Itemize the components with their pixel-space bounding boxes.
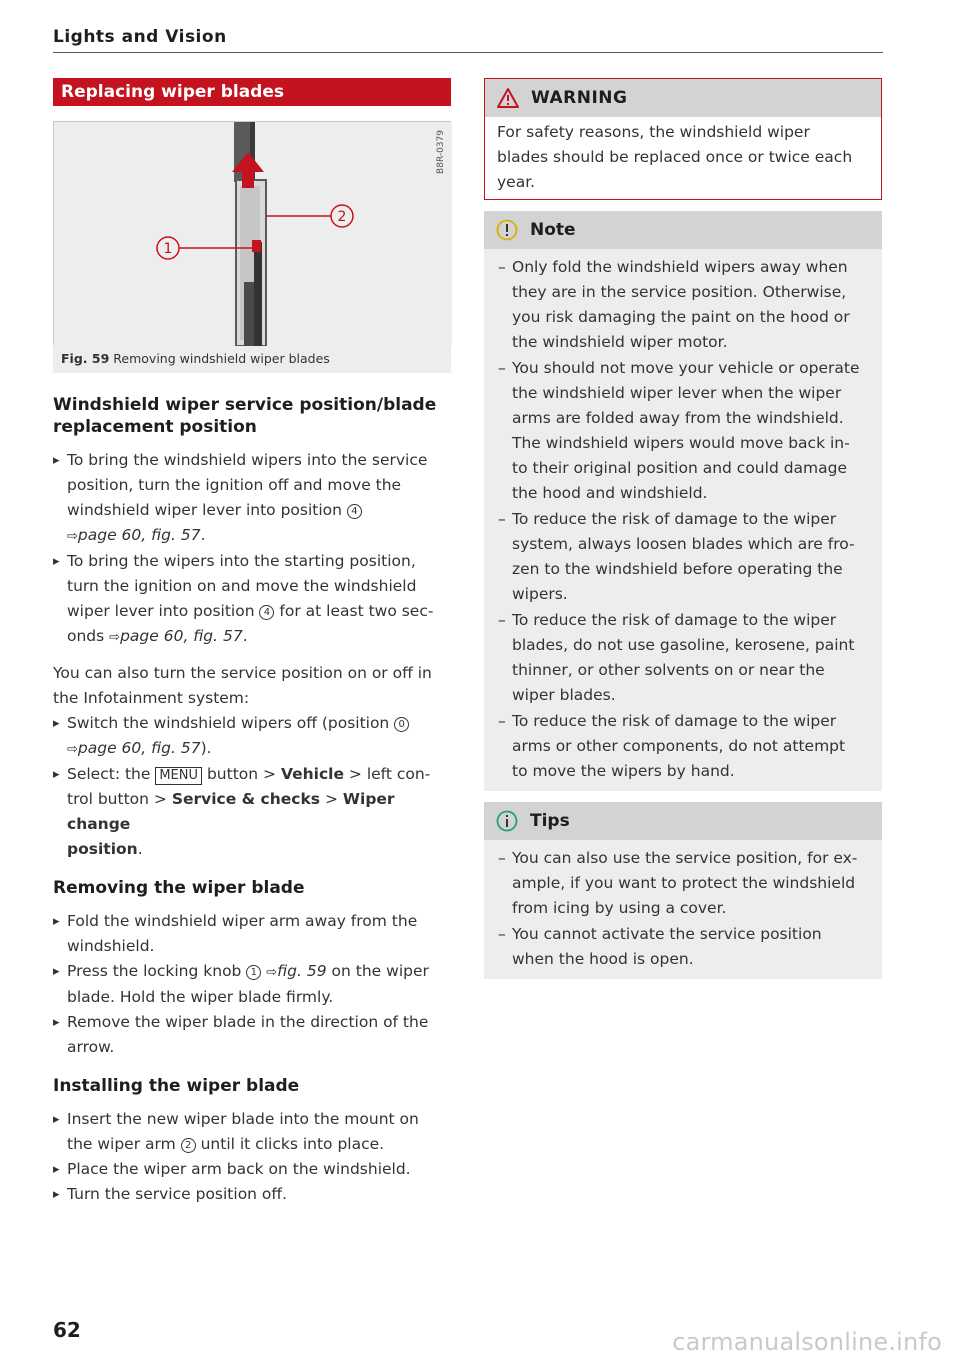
text-line: system, always loosen blades which are fro- bbox=[512, 535, 855, 553]
text-line: button > bbox=[206, 765, 276, 783]
wiper-blade-illustration bbox=[54, 122, 452, 346]
position-4-icon: 4 bbox=[347, 504, 362, 519]
note-exclamation-icon bbox=[496, 219, 518, 241]
infotainment-paragraph bbox=[53, 661, 451, 711]
text-line: to their original position and could damage bbox=[512, 459, 848, 477]
note-title: Note bbox=[530, 220, 576, 240]
page-reference[interactable]: page 60, fig. 57 bbox=[77, 526, 201, 544]
warning-triangle-icon bbox=[497, 87, 519, 109]
note-list bbox=[484, 249, 882, 791]
text-line: – You should not move your vehicle or operate bbox=[512, 359, 860, 377]
figure-caption bbox=[53, 345, 451, 373]
text-line: ▸ To bring the wipers into the starting position, bbox=[67, 552, 416, 570]
page-reference[interactable]: page 60, fig. 57 bbox=[120, 627, 243, 645]
text-line: wipers. bbox=[512, 585, 568, 603]
tips-item bbox=[496, 922, 870, 972]
text-line: You can also turn the service position on or off in bbox=[53, 664, 432, 682]
text-line: zen to the windshield before operating the bbox=[512, 560, 843, 578]
bullet-insert-blade bbox=[53, 1107, 451, 1157]
reference-arrow-icon: ⇨ bbox=[109, 630, 121, 645]
caption-label: Fig. 59 bbox=[61, 351, 110, 366]
punct: . bbox=[137, 840, 143, 858]
text-line: windshield. bbox=[67, 937, 155, 955]
punct: . bbox=[200, 526, 206, 544]
menu-wiper-change[interactable]: Wiper change bbox=[67, 790, 395, 833]
punct: . bbox=[242, 627, 248, 645]
note-item bbox=[496, 507, 870, 607]
text-line: ▸ Insert the new wiper blade into the mount on bbox=[67, 1110, 419, 1128]
note-item bbox=[496, 356, 870, 506]
note-box bbox=[484, 211, 882, 791]
text-line: when the hood is open. bbox=[512, 950, 694, 968]
text-line: year. bbox=[497, 173, 536, 191]
text-line: windshield wiper lever into position bbox=[67, 501, 342, 519]
text-line: arms or other components, do not attempt bbox=[512, 737, 846, 755]
position-2-icon: 2 bbox=[181, 1138, 196, 1153]
menu-wiper-change-position[interactable]: position bbox=[67, 840, 138, 858]
text-line: trol button > bbox=[67, 790, 167, 808]
text-line: blade. Hold the wiper blade firmly. bbox=[67, 988, 334, 1006]
position-0-icon: 0 bbox=[394, 717, 409, 732]
text-line: > bbox=[324, 790, 338, 808]
text-line: from icing by using a cover. bbox=[512, 899, 727, 917]
warning-title: WARNING bbox=[531, 88, 628, 108]
text-line: ▸ To bring the windshield wipers into the service bbox=[67, 451, 428, 469]
text-line: the wiper arm bbox=[67, 1135, 176, 1153]
page-reference[interactable]: page 60, fig. 57 bbox=[77, 739, 201, 757]
tips-box bbox=[484, 802, 882, 979]
reference-arrow-icon: ⇨ bbox=[67, 742, 78, 757]
text-line: – To reduce the risk of damage to the wiper bbox=[512, 611, 837, 629]
position-1-icon: 1 bbox=[246, 965, 261, 980]
text-line: the windshield wiper lever when the wiper bbox=[512, 384, 842, 402]
text-line: thinner, or other solvents on or near the bbox=[512, 661, 825, 679]
text-line: Press the locking knob bbox=[67, 962, 242, 980]
text-line: ▸ Turn the service position off. bbox=[67, 1185, 288, 1203]
bullet-place-arm bbox=[53, 1157, 451, 1182]
note-header bbox=[484, 211, 882, 249]
heading-line: Windshield wiper service position/blade bbox=[53, 395, 437, 415]
reference-arrow-icon: ⇨ bbox=[67, 529, 78, 544]
figure-reference[interactable]: fig. 59 bbox=[277, 962, 327, 980]
page-number: 62 bbox=[53, 1318, 81, 1342]
note-item bbox=[496, 709, 870, 784]
text-line: until it clicks into place. bbox=[200, 1135, 385, 1153]
installing-heading: Installing the wiper blade bbox=[53, 1076, 300, 1096]
text-line: – To reduce the risk of damage to the wiper bbox=[512, 712, 837, 730]
warning-header bbox=[485, 79, 881, 117]
callout-2: 2 bbox=[337, 209, 347, 225]
info-icon bbox=[496, 810, 518, 832]
text-line: blades, do not use gasoline, kerosene, paint bbox=[512, 636, 855, 654]
warning-box bbox=[484, 78, 882, 200]
bullet-press-knob bbox=[53, 959, 451, 1010]
right-column bbox=[484, 78, 882, 979]
service-position-heading bbox=[53, 394, 451, 438]
tips-item bbox=[496, 846, 870, 921]
text-line: For safety reasons, the windshield wiper bbox=[497, 123, 810, 141]
text-line: Switch the windshield wipers off (position bbox=[67, 714, 390, 732]
text-line: the Infotainment system: bbox=[53, 689, 250, 707]
text-line: Select: the bbox=[67, 765, 151, 783]
text-line: – To reduce the risk of damage to the wiper bbox=[512, 510, 837, 528]
text-line: wiper lever into position bbox=[67, 602, 255, 620]
text-line: – You can also use the service position, for ex- bbox=[512, 849, 858, 867]
note-item bbox=[496, 255, 870, 355]
tips-title: Tips bbox=[530, 811, 570, 831]
text-line: wiper blades. bbox=[512, 686, 616, 704]
header-rule bbox=[53, 52, 883, 53]
bullet-switch-off bbox=[53, 711, 451, 762]
text-line: position, turn the ignition off and move the bbox=[67, 476, 402, 494]
text-line: for at least two sec- bbox=[279, 602, 434, 620]
watermark: carmanualsonline.info bbox=[672, 1328, 942, 1356]
text-line: ample, if you want to protect the windshield bbox=[512, 874, 856, 892]
heading-line: replacement position bbox=[53, 417, 257, 437]
position-4-icon: 4 bbox=[259, 605, 274, 620]
text-line: the hood and windshield. bbox=[512, 484, 708, 502]
menu-button[interactable]: MENU bbox=[155, 767, 202, 785]
menu-service-checks[interactable]: Service & checks bbox=[171, 790, 321, 808]
text-line: blades should be replaced once or twice each bbox=[497, 148, 853, 166]
removing-heading: Removing the wiper blade bbox=[53, 878, 305, 898]
text-line: – Only fold the windshield wipers away when bbox=[512, 258, 848, 276]
punct: ). bbox=[200, 739, 212, 757]
locking-knob bbox=[252, 240, 261, 252]
bullet-select-menu bbox=[53, 762, 451, 862]
tips-header bbox=[484, 802, 882, 840]
bullet-fold-arm bbox=[53, 909, 451, 959]
chapter-title: Lights and Vision bbox=[53, 27, 227, 47]
left-column bbox=[53, 78, 451, 1207]
text-line: you risk damaging the paint on the hood or bbox=[512, 308, 850, 326]
text-line: turn the ignition on and move the windshield bbox=[67, 577, 417, 595]
reference-arrow-icon: ⇨ bbox=[266, 965, 278, 980]
menu-vehicle[interactable]: Vehicle bbox=[280, 765, 344, 783]
text-line: arms are folded away from the windshield. bbox=[512, 409, 844, 427]
section-title: Replacing wiper blades bbox=[53, 78, 451, 106]
text-line: The windshield wipers would move back in- bbox=[512, 434, 850, 452]
text-line: on the wiper bbox=[331, 962, 429, 980]
figure-code: B8R-0379 bbox=[436, 130, 446, 174]
text-line: > left con- bbox=[348, 765, 431, 783]
text-line: arrow. bbox=[67, 1038, 115, 1056]
bullet-turn-off bbox=[53, 1182, 451, 1207]
note-item bbox=[496, 608, 870, 708]
text-line: they are in the service position. Otherwise, bbox=[512, 283, 847, 301]
bullet-starting-position bbox=[53, 549, 451, 650]
text-line: ▸ Place the wiper arm back on the windshield. bbox=[67, 1160, 411, 1178]
callout-1: 1 bbox=[163, 241, 173, 257]
text-line: to move the wipers by hand. bbox=[512, 762, 735, 780]
figure-59 bbox=[53, 121, 451, 345]
bullet-service-position bbox=[53, 448, 451, 549]
tips-list bbox=[484, 840, 882, 979]
text-line: onds bbox=[67, 627, 105, 645]
text-line: ▸ Fold the windshield wiper arm away from the bbox=[67, 912, 418, 930]
bullet-remove-blade bbox=[53, 1010, 451, 1060]
text-line: the windshield wiper motor. bbox=[512, 333, 728, 351]
text-line: – You cannot activate the service position bbox=[512, 925, 822, 943]
warning-body bbox=[485, 117, 881, 199]
caption-text: Removing windshield wiper blades bbox=[113, 351, 330, 366]
text-line: ▸ Remove the wiper blade in the direction of the bbox=[67, 1013, 429, 1031]
